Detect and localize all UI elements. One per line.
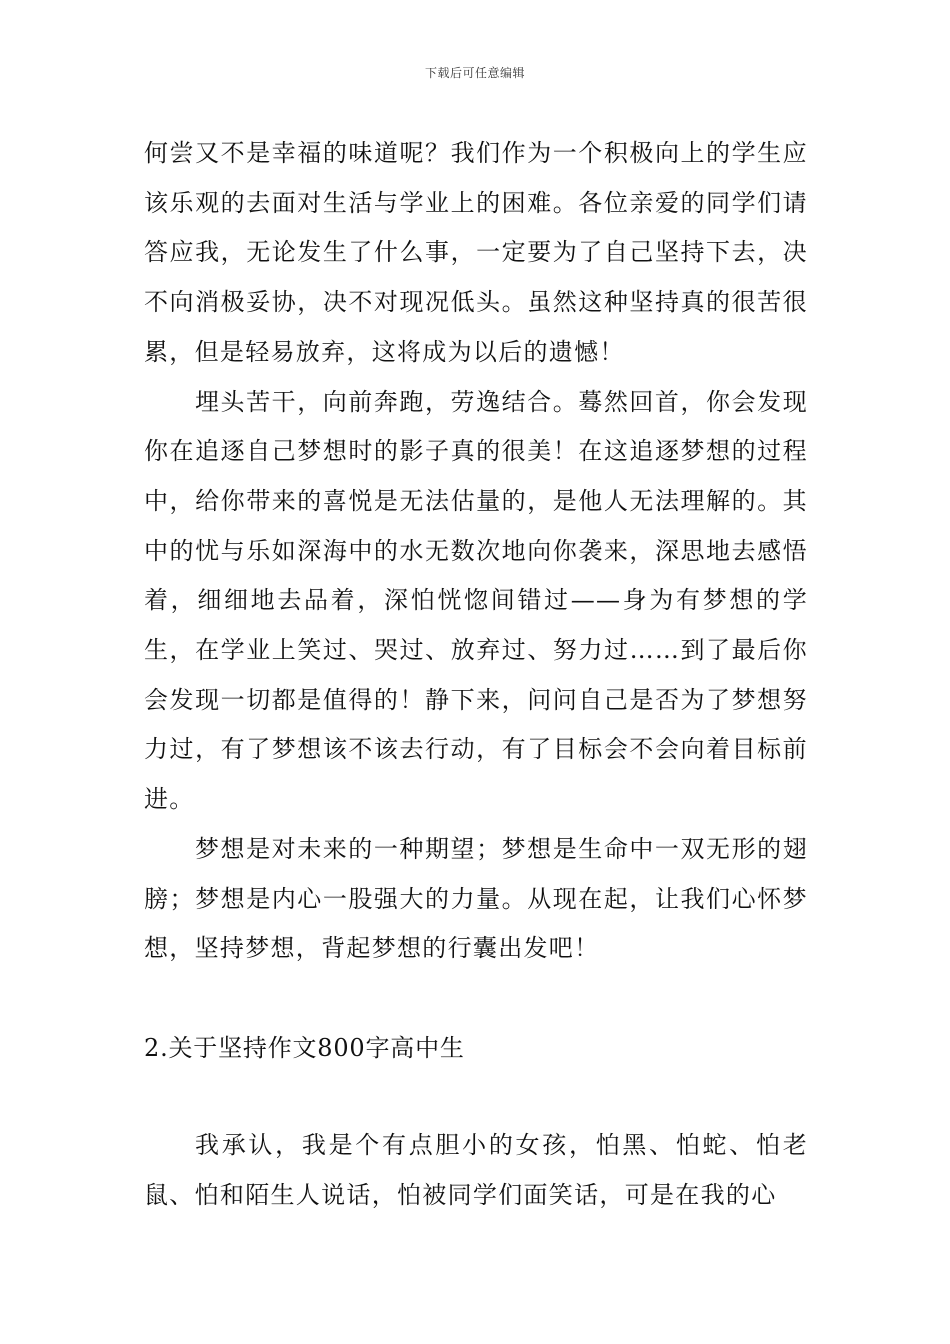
paragraph-1: 何尝又不是幸福的味道呢？我们作为一个积极向上的学生应该乐观的去面对生活与学业上的困难。各位亲爱的同学们请答应我，无论发生了什么事，一定要为了自己坚持下去，决不向消极妥协，决不对现况低头。虽然这种坚持真的很苦很累，但是轻易放弃，这将成为以后的遗憾！ xyxy=(144,139,808,366)
paragraph-2: 埋头苦干，向前奔跑，劳逸结合。蓦然回首，你会发现你在追逐自己梦想时的影子真的很美！在这追逐梦想的过程中，给你带来的喜悦是无法估量的，是他人无法理解的。其中的忧与乐如深海中的水无数次地向你袭来，深思地去感悟着，细细地去品着，深怕恍惚间错过——身为有梦想的学生，在学业上笑过、哭过、放弃过、努力过……到了最后你会发现一切都是值得的！静下来，问问自己是否为了梦想努力过，有了梦想该不该去行动，有了目标会不会向着目标前进。 xyxy=(144,387,808,814)
section-body xyxy=(144,1121,808,1220)
section-title: 2.关于坚持作文800字高中生 xyxy=(144,1034,465,1062)
paragraph-3: 梦想是对未来的一种期望；梦想是生命中一双无形的翅膀；梦想是内心一股强大的力量。从现在起，让我们心怀梦想，坚持梦想，背起梦想的行囊出发吧！ xyxy=(144,834,808,963)
page-header: 下载后可任意编辑 xyxy=(424,66,525,80)
article-body xyxy=(144,129,808,974)
section-paragraph-1: 我承认，我是个有点胆小的女孩，怕黑、怕蛇、怕老鼠、怕和陌生人说话，怕被同学们面笑话，可是在我的心 xyxy=(144,1131,808,1209)
